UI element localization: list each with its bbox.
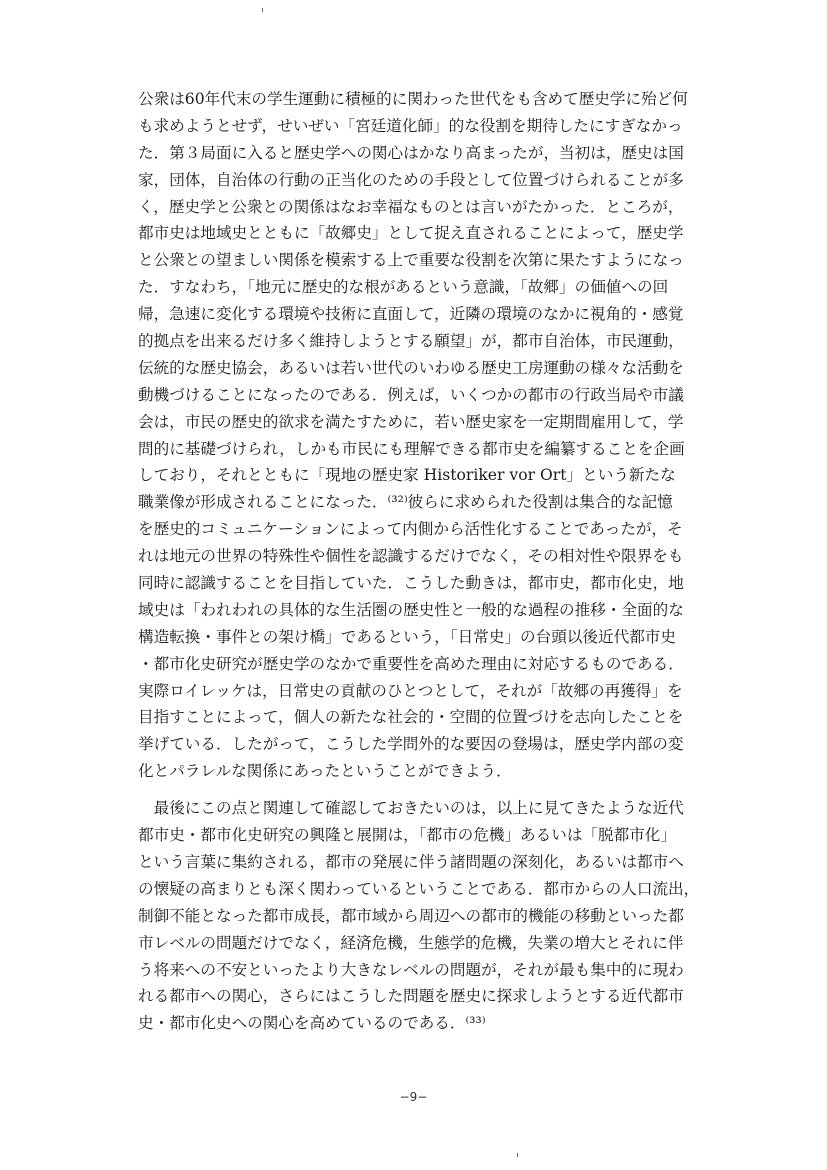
text-line: を歴史的コミュニケーションによって内側から活性化することであったが，そ bbox=[138, 520, 683, 539]
text-line: 同時に認識することを目指していた．こうした動きは，都市史，都市化史，地 bbox=[138, 574, 684, 593]
text-line: 挙げている．したがって，こうした学問外的な要因の登場は，歴史学内部の変 bbox=[138, 735, 684, 754]
text-line: 帰，急速に変化する環境や技術に直面して，近隣の環境のなかに視角的・感覚 bbox=[138, 305, 684, 324]
page-number: −9− bbox=[399, 1090, 428, 1104]
paragraph-2 bbox=[138, 795, 738, 1037]
text-line: れる都市への関心，さらにはこうした問題を歴史に探求しようとする近代都市 bbox=[138, 987, 684, 1006]
text-line: れは地元の世界の特殊性や個性を認識するだけでなく，その相対性や限界をも bbox=[138, 547, 684, 566]
text-line: 史・都市化史への関心を高めているのである．⁽³³⁾ bbox=[138, 1014, 486, 1033]
text-line: 公衆は60年代末の学生運動に積極的に関わった世代をも含めて歴史学に殆ど何 bbox=[138, 90, 688, 108]
text-line: 会は，市民の歴史的欲求を満たすために，若い歴史家を一定期間雇用して，学 bbox=[138, 412, 684, 431]
text-line: 市レベルの問題だけでなく，経済危機，生態学的危機，失業の増大とそれに伴 bbox=[138, 933, 684, 952]
text-line: た．第３局面に入ると歴史学への関心はかなり高まったが，当初は，歴史は国 bbox=[138, 143, 684, 162]
body-text bbox=[138, 86, 738, 1037]
text-line: 域史は「われわれの具体的な生活圏の歴史性と一般的な過程の推移・全面的な bbox=[138, 600, 684, 619]
text-line: う将来への不安といったより大きなレベルの問題が，それが最も集中的に現わ bbox=[138, 960, 684, 979]
text-line: 家，団体，自治体の行動の正当化のための手段として位置づけられることが多 bbox=[138, 170, 684, 189]
text-line: 最後にこの点と関連して確認しておきたいのは，以上に見てきたような近代 bbox=[138, 799, 684, 818]
text-line: 都市史は地域史とともに「故郷史」として捉え直されることによって，歴史学 bbox=[138, 224, 684, 243]
text-line: 構造転換・事件との架け橋」であるという，「日常史」の台頭以後近代都市史 bbox=[138, 627, 676, 646]
text-line: く，歴史学と公衆との関係はなお幸福なものとは言いがたかった．ところが， bbox=[138, 197, 684, 216]
paragraph-spacer bbox=[138, 785, 738, 795]
text-line: 制御不能となった都市成長，都市域から周辺への都市的機能の移動といった都 bbox=[138, 906, 684, 925]
text-line: 的拠点を出来るだけ多く維持しようとする願望」が，都市自治体，市民運動， bbox=[138, 332, 684, 351]
text-line: と公衆との望ましい関係を模索する上で重要な役割を次第に果たすようになっ bbox=[138, 251, 684, 270]
text-line: も求めようとせず，せいぜい「宮廷道化師」的な役割を期待したにすぎなかっ bbox=[138, 116, 683, 135]
text-line: 動機づけることになったのである．例えば，いくつかの都市の行政当局や市議 bbox=[138, 385, 684, 404]
text-line: 職業像が形成されることになった．⁽³²⁾彼らに求められた役割は集合的な記憶 bbox=[138, 493, 673, 512]
scan-speck bbox=[262, 8, 263, 12]
text-line: 都市史・都市化史研究の興隆と展開は，「都市の危機」あるいは「脱都市化」 bbox=[138, 826, 676, 845]
text-line: 化とパラレルな関係にあったということができよう． bbox=[138, 762, 512, 781]
text-line: ・都市化史研究が歴史学のなかで重要性を高めた理由に対応するものである． bbox=[138, 654, 684, 673]
text-line: 実際ロイレッケは，日常史の貢献のひとつとして，それが「故郷の再獲得」を bbox=[138, 681, 683, 700]
text-line: という言葉に集約される，都市の発展に伴う諸問題の深刻化，あるいは都市へ bbox=[138, 852, 684, 871]
paragraph-1 bbox=[138, 86, 738, 785]
scan-speck bbox=[517, 1153, 518, 1157]
text-line: の懐疑の高まりとも深く関わっているということである．都市からの人口流出， bbox=[138, 879, 700, 898]
text-line: た．すなわち，「地元に歴史的な根があるという意識，「故郷」の価値への回 bbox=[138, 278, 669, 297]
text-line: しており，それとともに「現地の歴史家 Historiker vor Ort」という新たな bbox=[138, 466, 676, 485]
text-line: 伝統的な歴史協会，あるいは若い世代のいわゆる歴史工房運動の様々な活動を bbox=[138, 358, 684, 377]
text-line: 問的に基礎づけられ，しかも市民にも理解できる都市史を編纂することを企画 bbox=[138, 439, 685, 458]
text-line: 目指すことによって，個人の新たな社会的・空間的位置づけを志向したことを bbox=[138, 708, 684, 727]
